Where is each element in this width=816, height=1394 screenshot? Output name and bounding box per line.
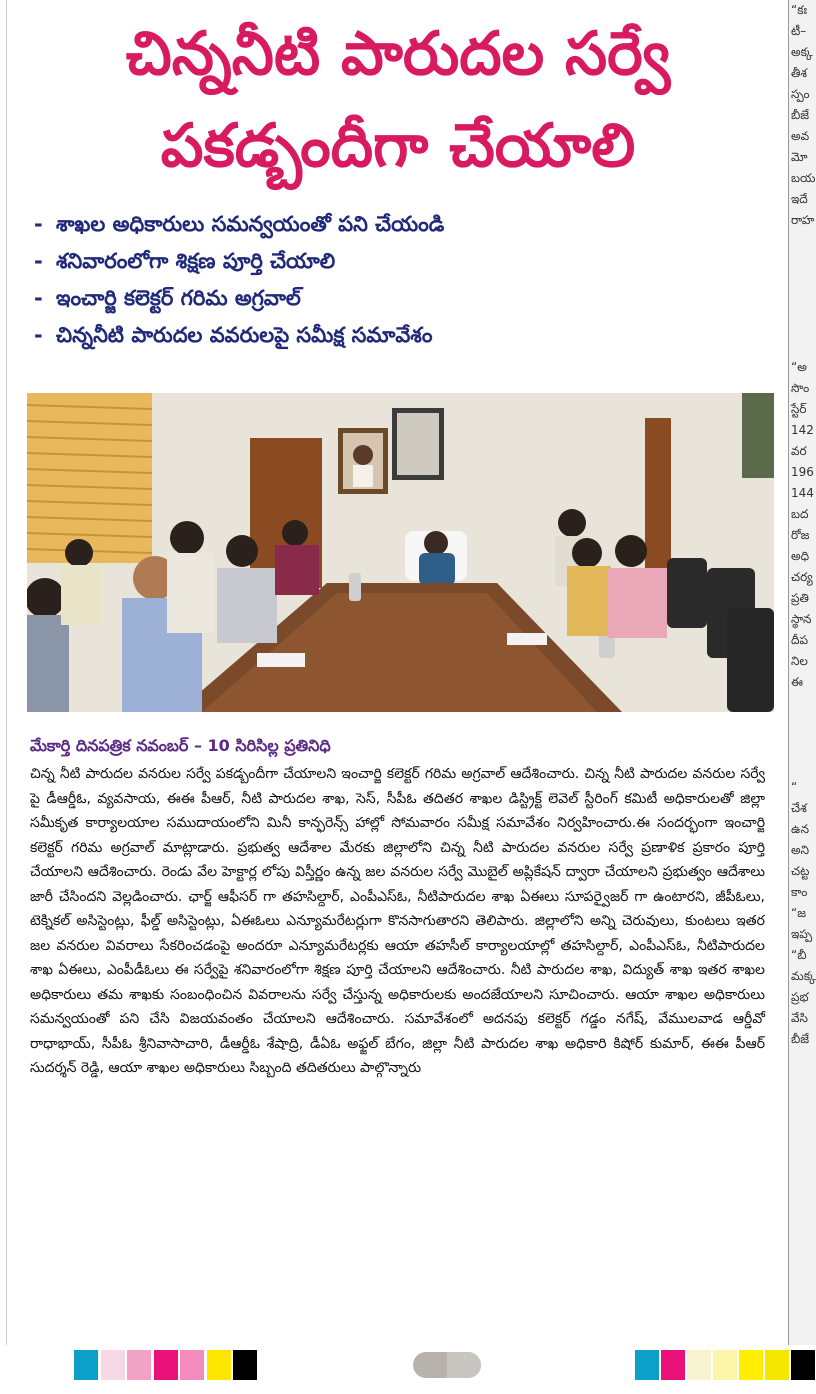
adjacent-column-fragment: తీశ — [791, 66, 807, 80]
bullet-item: - ఇంచార్జి కలెక్టర్ గరిమ అగ్రవాల్ — [34, 280, 774, 317]
color-swatch — [127, 1350, 151, 1380]
adjacent-column-fragment: అని — [791, 843, 810, 857]
headline-line-2: పకడ్బందీగా చేయాలి — [160, 111, 636, 181]
adjacent-column-fragment — [789, 735, 816, 756]
adjacent-column-fragment: ప్రభ — [791, 990, 809, 1004]
left-column-rule — [6, 0, 7, 1345]
adjacent-column-fragment: మక్క — [791, 969, 816, 983]
adjacent-column-fragment — [789, 294, 816, 315]
adjacent-column-fragment: అవ — [791, 129, 810, 143]
adjacent-column-fragment: స్టేర్ — [791, 402, 807, 416]
adjacent-column-fragment: వర — [791, 444, 807, 458]
adjacent-column-fragment: “అ — [791, 360, 807, 374]
color-swatch — [74, 1350, 98, 1380]
adjacent-column-fragment: టీ– — [791, 24, 807, 38]
color-swatch — [713, 1350, 737, 1380]
color-swatch — [154, 1350, 178, 1380]
adjacent-column-fragment: 196 — [791, 465, 814, 479]
adjacent-column-fragment: “కః — [791, 3, 808, 17]
adjacent-column-fragment: ఇప్ప — [791, 927, 813, 941]
adjacent-column-fragment: రోజ — [791, 528, 810, 542]
bullet-marker: - — [34, 286, 43, 310]
bullet-marker: - — [34, 323, 43, 347]
adjacent-column-fragment — [789, 336, 816, 357]
bullet-marker: - — [34, 249, 43, 273]
bullet-item: - చిన్ననీటి పారుదల వవరులపై సమీక్ష సమావేశం — [34, 317, 774, 354]
meeting-photo — [27, 393, 774, 712]
adjacent-column-fragment: ఈ — [791, 675, 803, 689]
subheadline-bullets — [34, 206, 774, 354]
adjacent-column-fragment: ఇదే — [791, 192, 808, 206]
bullet-item: - శాఖల అధికారులు సమన్వయంతో పని చేయండి — [34, 206, 774, 243]
adjacent-column-fragment: ఉన — [791, 822, 810, 836]
adjacent-column-fragment — [789, 315, 816, 336]
color-swatch — [101, 1350, 125, 1380]
adjacent-column-fragment: దీప — [791, 633, 809, 647]
color-swatch — [739, 1350, 763, 1380]
adjacent-column-fragment: సొం — [791, 381, 810, 395]
color-swatch — [207, 1350, 231, 1380]
bullet-marker: - — [34, 212, 43, 236]
adjacent-column-fragment: బయ — [791, 171, 816, 185]
adjacent-column-fragment: “జ — [791, 906, 806, 920]
adjacent-column-fragment: బీజే — [791, 1032, 810, 1046]
adjacent-column-fragment: మో — [791, 150, 808, 164]
adjacent-column-fragment: చేశ — [791, 801, 807, 815]
bullet-item: - శనివారంలోగా శిక్షణ పూర్తి చేయాలి — [34, 243, 774, 280]
adjacent-column-fragment: 144 — [791, 486, 814, 500]
color-swatch — [791, 1350, 815, 1380]
color-swatch — [635, 1350, 659, 1380]
adjacent-column-fragment: స్థాన — [791, 612, 812, 626]
headline-line-1: చిన్ననీటి పారుదల సర్వే — [125, 19, 671, 89]
registration-marks-left — [74, 1350, 260, 1380]
color-swatch — [687, 1350, 711, 1380]
color-swatch — [233, 1350, 257, 1380]
adjacent-column-fragment: చట్ట — [791, 864, 810, 878]
adjacent-column-fragment: “బీ — [791, 948, 807, 962]
adjacent-column-clipped — [788, 0, 816, 1345]
registration-dot — [413, 1352, 481, 1378]
adjacent-column-fragment: రాహ — [791, 213, 815, 227]
color-swatch — [180, 1350, 204, 1380]
dateline: మేకార్తి దినపత్రిక నవంబర్ – 10 సిరిసిల్ల ప్రతినిధి — [30, 736, 331, 755]
meeting-photo-illustration — [27, 393, 774, 712]
adjacent-column-fragment: అక్క — [791, 45, 813, 59]
color-swatch — [661, 1350, 685, 1380]
adjacent-column-fragment: “ — [791, 780, 798, 794]
adjacent-column-fragment: కాం — [791, 885, 808, 899]
adjacent-column-fragment — [789, 231, 816, 252]
adjacent-column-fragment — [789, 252, 816, 273]
adjacent-column-fragment — [789, 693, 816, 714]
color-swatch — [765, 1350, 789, 1380]
registration-marks-right — [635, 1350, 816, 1380]
adjacent-column-fragment: బీజే — [791, 108, 810, 122]
adjacent-column-fragment: 142 — [791, 423, 814, 437]
article-body: చిన్న నీటి పారుదల వనరుల సర్వే పకడ్బందీగా చేయాలని ఇంచార్జి కలెక్టర్ గరిమ అగ్రవాల్ ఆదేశించారు. చిన్న నీటి పారుదల వనరుల సర్వే పై డీఆర్డీఓ, వ్యవసాయ, ఈఈ పీఆర్, నీటి పారుదల శాఖ, సెస్, సీపీఓ తదితర శాఖల డిస్ట్రిక్ట్ లెవెల్ స్టీరింగ్ కమిటీ అధికారులతో జిల్లా సమీకృత కార్యాలయాల సముదాయంలోని మినీ కాన్ఫరెన్స్ హాల్లో సోమవారం సమీక్ష సమావేశం నిర్వహించారు.ఈ సందర్భంగా ఇంచార్జి కలెక్టర్ గరిమ అగ్రవాల్ మాట్లాడారు. ప్రభుత్వ ఆదేశాల మేరకు జిల్లాలోని చిన్న నీటి పారుదల వనరుల సర్వే ప్రణాళిక ప్రకారం పూర్తి చేయాలని ఆదేశించారు. రెండు వేల హెక్టార్ల లోపు విస్తీర్ణం ఉన్న జల వనరుల సర్వే మొబైల్ అప్లికేషన్ ద్వారా చేయాలని ప్రభుత్వం ఆదేశాలు జారీ చేసిందని వెల్లడించారు. ఛార్జ్ ఆఫీసర్ గా తహసిల్దార్, ఎంపీఎస్ఓ, నీటిపారుదల శాఖ ఏఈలు సూపర్వైజర్ గా ఉంటారని, జీపీఓలు, టెక్నికల్ అసిస్టెంట్లు, ఫీల్డ్ అసిస్టెంట్లు, ఏఈఓలు ఎన్యూమరేటర్లుగా కొనసాగుతారని తెలిపారు. జిల్లాలోని అన్ని చెరువులు, కుంటలు ఇతర జల వనరుల వివరాలు సేకరించడంపై అందరూ ఎన్యూమరేటర్లకు ఆయా తహసీల్ కార్యాలయాల్లో తహసిల్దార్, ఎంపీఎస్ఓ, నీటిపారుదల శాఖ ఏఈలు, ఎంపీడీఓలు ఈ సర్వేపై శనివారంలోగా శిక్షణ పూర్తి చేయాలని ఆదేశించారు. నీటి పారుదల శాఖ, విద్యుత్ శాఖ ఇతర శాఖల అధికారులు తమ శాఖకు సంబంధించిన వివరాలను సర్వే చేస్తున్న అధికారులకు అందజేయాలని సూచించారు. ఆయా శాఖల అధికారులు సమన్వయంతో పని చేసి విజయవంతం చేయాలని ఆదేశించారు. సమావేశంలో అదనపు కలెక్టర్ గడ్డం నగేష్, వేములవాడ ఆర్డీవో రాధాభాయ్, సీపీఓ శ్రీనివాసాచారి, డీఆర్డీఓ శేషాద్రి, డీఏఓ అఫ్జల్ బేగం, జిల్లా నీటి పారుదల శాఖ అధికారి కిషోర్ కుమార్, ఈఈ పీఆర్ సుదర్శన్ రెడ్డి, ఆయా శాఖల అధికారులు సిబ్బంది తదితరులు పాల్గొన్నారు — [30, 766, 765, 1076]
adjacent-column-fragment: ప్రతి — [791, 591, 809, 605]
adjacent-column-fragment: చర్య — [791, 570, 813, 584]
adjacent-column-fragment: నిల — [791, 654, 808, 668]
adjacent-column-fragment — [789, 756, 816, 777]
adjacent-column-fragment: అధి — [791, 549, 810, 563]
adjacent-column-fragment: వేసి — [791, 1011, 808, 1025]
headline — [14, 8, 782, 192]
adjacent-column-fragment — [789, 714, 816, 735]
adjacent-column-fragment: స్పం — [791, 87, 810, 101]
adjacent-column-fragment — [789, 273, 816, 294]
adjacent-column-fragment: బద — [791, 507, 809, 521]
